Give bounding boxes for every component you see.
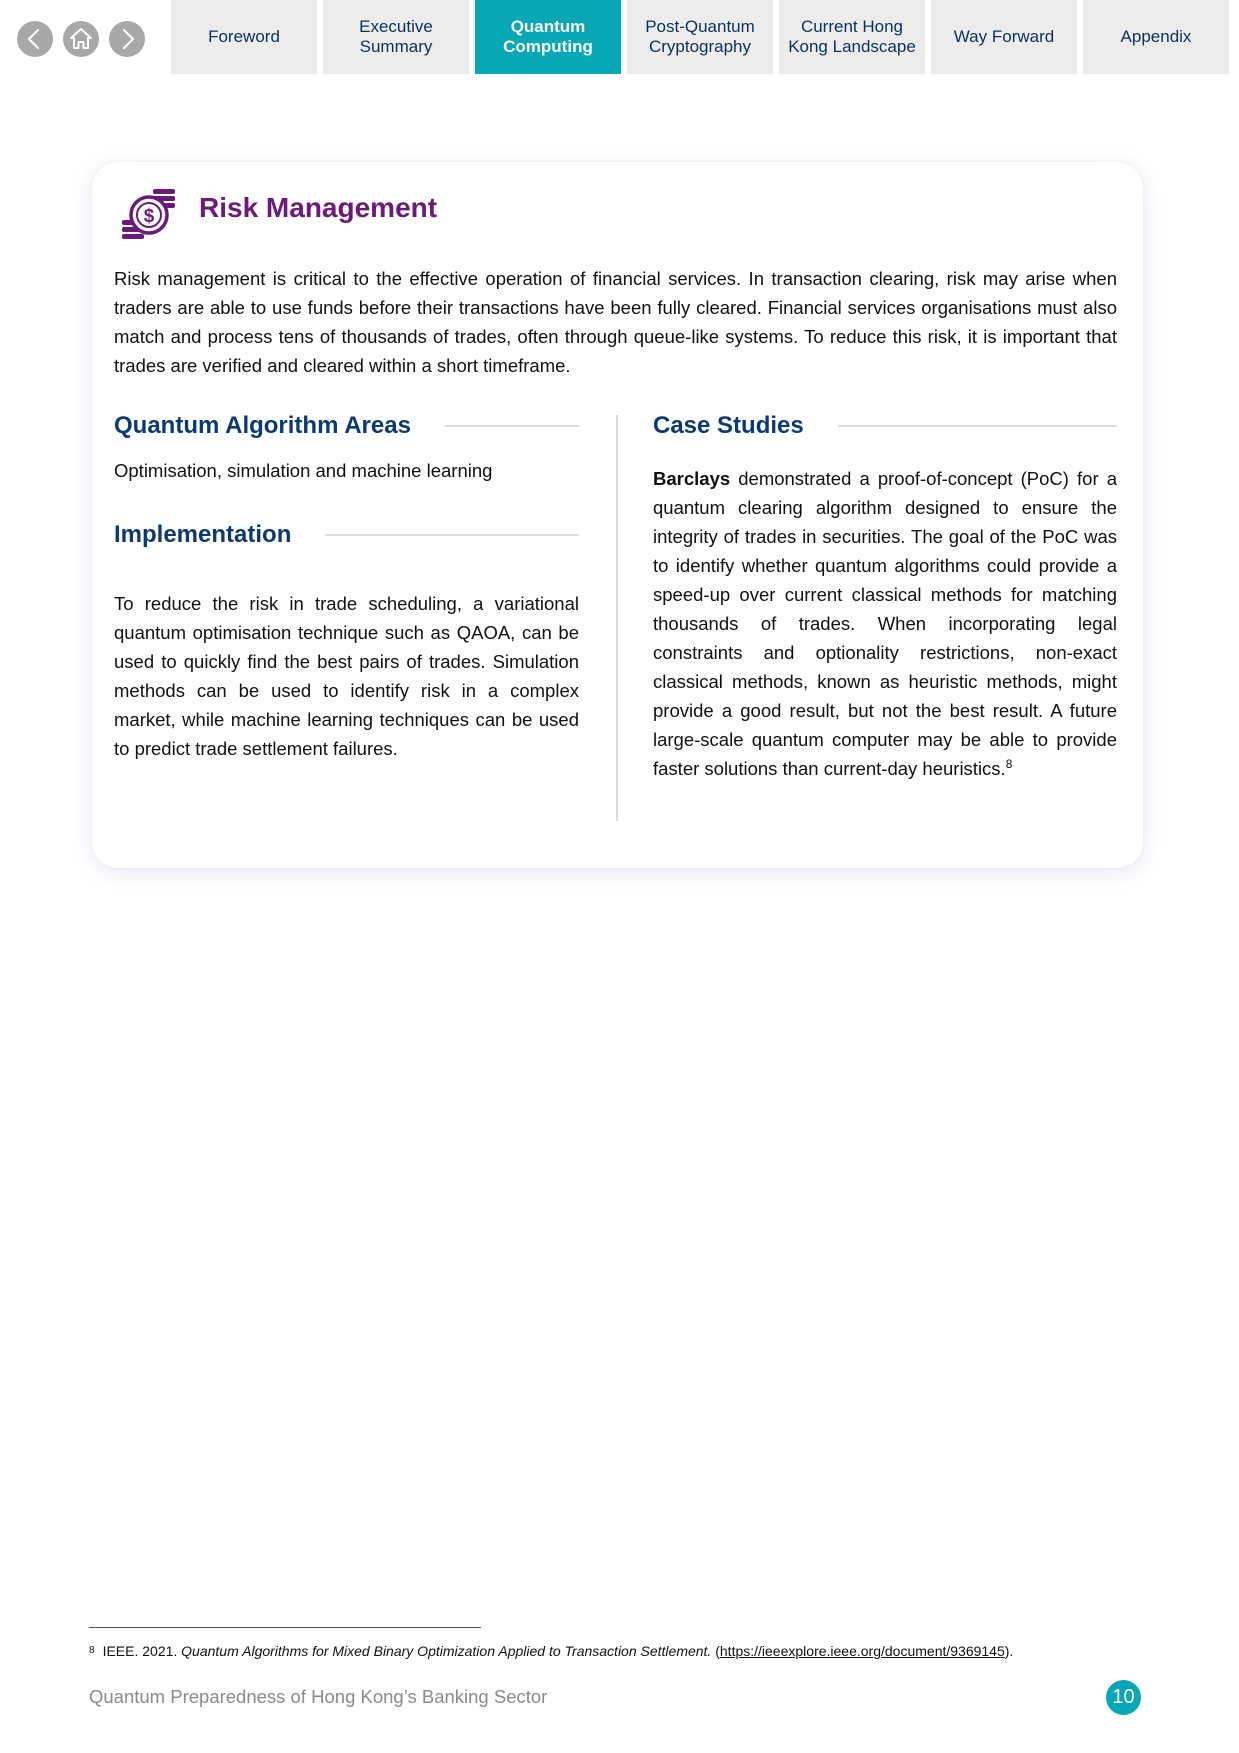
tab-label: Summary — [359, 37, 433, 56]
footnote-link[interactable]: https://ieeexplore.ieee.org/document/9369145 — [719, 1643, 1005, 1659]
footnote-prefix: IEEE. 2021. — [102, 1643, 182, 1659]
home-icon — [63, 21, 99, 57]
risk-management-card — [92, 162, 1143, 868]
implementation-heading: Implementation — [114, 521, 292, 548]
case-studies-heading-row — [653, 412, 1117, 440]
tab-quantum-computing[interactable] — [475, 0, 621, 74]
tab-label: Quantum — [510, 17, 586, 36]
right-column — [653, 412, 1117, 783]
quantum-areas-heading: Quantum Algorithm Areas — [114, 412, 411, 439]
svg-text:$: $ — [143, 206, 155, 227]
tab-foreword[interactable] — [171, 0, 317, 74]
tab-post-quantum-cryptography[interactable] — [627, 0, 773, 74]
column-divider — [616, 415, 618, 821]
case-studies-text — [653, 464, 1117, 783]
footnote-title: Quantum Algorithms for Mixed Binary Optimization Applied to Transaction Settlement. — [181, 1643, 712, 1659]
tab-label: Way Forward — [953, 27, 1055, 46]
tab-label: Post-Quantum — [645, 17, 755, 36]
footnote-ref[interactable]: 8 — [1005, 756, 1013, 771]
page-number: 10 — [1112, 1686, 1135, 1708]
case-body: demonstrated a proof-of-concept (PoC) for a quantum clearing algorithm designed to ensure the integrity of trades in securities. The goal of the PoC was to identify whether quantum algorithms could provide a speed-up over current classical methods for matching thousands of trades. When incorporating legal constraints and optionality restrictions, non-exact classical methods, known as heuristic methods, might provide a good result, but not the best result. A future large-scale quantum computer may be able to provide faster solutions than current-day heuristics. — [653, 468, 1117, 779]
section-tabs — [171, 0, 1229, 74]
intro-paragraph: Risk management is critical to the effective operation of financial services. In transaction clearing, risk may arise when traders are able to use funds before their transactions have been fully cleared. Financial services organisations must also match and process tens of thousands of trades, often through queue-like systems. To reduce this risk, it is important that trades are verified and cleared within a short timeframe. — [114, 268, 1117, 376]
implementation-heading-row — [114, 521, 579, 549]
tab-label: Current Hong — [800, 17, 904, 36]
footnote-divider — [89, 1627, 481, 1628]
tab-label: Cryptography — [648, 37, 752, 56]
nav-arrows — [17, 21, 145, 57]
chevron-right-icon — [109, 21, 145, 57]
home-button[interactable] — [63, 21, 99, 57]
chevron-left-icon — [17, 21, 53, 57]
back-button[interactable] — [17, 21, 53, 57]
tab-way-forward[interactable] — [931, 0, 1077, 74]
tab-label: Kong Landscape — [788, 37, 916, 56]
footnote-close: ). — [1004, 1643, 1014, 1659]
case-studies-heading: Case Studies — [653, 412, 804, 439]
card-title: Risk Management — [199, 192, 438, 223]
coins-dollar-icon — [120, 186, 178, 244]
footnote-open: ( — [711, 1643, 720, 1659]
quantum-areas-text: Optimisation, simulation and machine learning — [114, 460, 493, 481]
tab-label: Appendix — [1120, 27, 1192, 46]
heading-divider — [325, 534, 579, 536]
case-company: Barclays — [653, 468, 731, 489]
quantum-areas-heading-row — [114, 412, 579, 440]
heading-divider — [445, 425, 579, 427]
footer-title: Quantum Preparedness of Hong Kong’s Banking Sector — [89, 1686, 548, 1707]
footnote — [89, 1642, 1149, 1660]
tab-current-hong-kong-landscape[interactable] — [779, 0, 925, 74]
tab-label: Foreword — [208, 27, 280, 46]
tab-label: Executive — [359, 17, 433, 36]
footnote-number: 8 — [89, 1645, 95, 1656]
forward-button[interactable] — [109, 21, 145, 57]
implementation-text: To reduce the risk in trade scheduling, a variational quantum optimisation technique such as QAOA, can be used to quickly find the best pairs of trades. Simulation methods can be used to identify risk in a complex market, while machine learning techniques can be used to predict trade settlement failures. — [114, 593, 579, 759]
tab-executive-summary[interactable] — [323, 0, 469, 74]
tab-label: Computing — [503, 37, 593, 56]
heading-divider — [838, 425, 1117, 427]
tab-appendix[interactable] — [1083, 0, 1229, 74]
left-column — [114, 412, 579, 763]
page-number-badge — [1106, 1680, 1141, 1715]
